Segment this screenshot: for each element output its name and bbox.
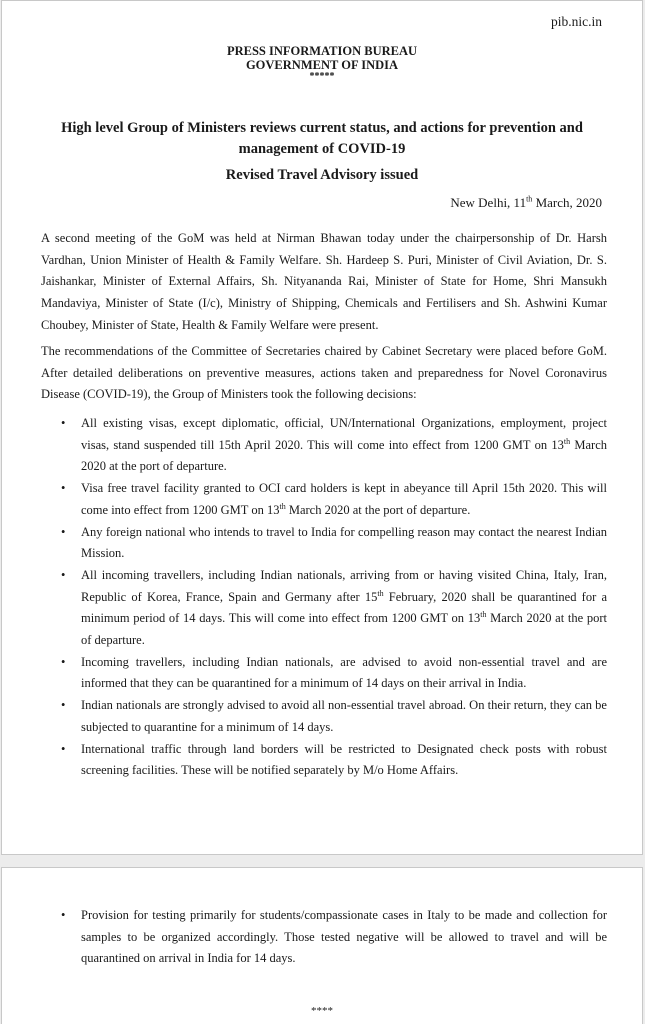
header-stars: ***** [309,71,335,82]
list-item [41,905,607,970]
decision-text-end: March 2020 at the port of departure. [81,611,607,648]
list-item [41,522,607,565]
bullet-icon: • [61,524,66,539]
decision-text: Any foreign national who intends to travel to India for compelling reason may contact the nearest Indian Mission. [81,524,607,561]
list-item [41,478,607,521]
bullet-icon: • [61,698,66,713]
decision-sup: th [279,501,286,511]
decision-sup: th [377,588,384,598]
dateline-prefix: New Delhi, 11 [450,195,527,210]
list-item [41,413,607,478]
dateline-sup: th [526,194,533,204]
bullet-icon: • [61,654,66,669]
decision-sup-2: th [480,610,487,620]
decision-text: All existing visas, except diplomatic, official, UN/International Organizations, employment, project visas, stand suspended till 15th April 2020. This will come into effect from 1200 GMT on 13 [81,416,607,452]
paragraph-meeting: A second meeting of the GoM was held at Nirman Bhawan today under the chairpersonship of Dr. Harsh Vardhan, Union Minister of Health & Family Welfare. Sh. Hardeep S. Puri, Minister of Civil Aviation, Dr. S. Jaishankar, Minister of External Affairs, Sh. Nityananda Rai, Minister of State for Home, Shri Mansukh Mandaviya, Minister of State (I/c), Ministry of Shipping, Chemicals and Fertilisers and Sh. Ashwini Kumar Choubey, Minister of State, Health & Family Welfare were present. [41,231,607,332]
document-page-2 [1,867,643,1024]
list-item [41,739,607,782]
decision-text: Incoming travellers, including Indian nationals, are advised to avoid non-essential travel and are informed that they can be quarantined for a minimum of 14 days on their arrival in India. [81,654,607,691]
dateline [450,195,602,211]
decision-text-middle: February, 2020 shall be quarantined for a minimum period of 14 days. This will come into effect from 1200 GMT on 13 [81,589,607,626]
bullet-icon: • [61,481,66,496]
decision-text: Visa free travel facility granted to OCI card holders is kept in abeyance till April 15th 2020. This will come into effect from 1200 GMT on 13 [81,481,607,517]
list-item [41,695,607,738]
press-release-title: High level Group of Ministers reviews current status, and actions for prevention and management of COVID-19 [61,120,583,157]
bullet-icon: • [61,908,66,922]
decision-text-end: March 2020 at the port of departure. [285,502,471,517]
decision-list [41,413,607,782]
bullet-icon: • [61,741,66,756]
decision-text-end: March 2020 at the port of departure. [81,437,608,474]
bullet-icon: • [61,416,66,430]
decision-text: Indian nationals are strongly advised to avoid all non-essential travel abroad. On their return, they can be subjected to quarantine for a minimum of 14 days. [81,698,607,734]
dateline-suffix: March, 2020 [532,195,602,210]
bullet-icon: • [61,567,66,582]
decision-text: Provision for testing primarily for students/compassionate cases in Italy to be made and collection for samples to be organized accordingly. Those tested negative will be allowed to travel and will be quarantined on arrival in India for 14 days. [81,908,607,966]
decision-sup: th [563,436,571,446]
site-url: pib.nic.in [551,14,602,29]
issuer-line-2: GOVERNMENT OF INDIA [245,58,399,72]
list-item [41,652,607,695]
press-release-subtitle: Revised Travel Advisory issued [225,167,419,183]
decision-list-continued [41,905,607,970]
document-page-1 [1,0,643,855]
issuer-line-1: PRESS INFORMATION BUREAU [226,44,418,58]
decision-text: International traffic through land borders will be restricted to Designated check posts with robust screening facilities. These will be notified separately by M/o Home Affairs. [81,741,607,778]
list-item [41,565,607,652]
footer-stars: **** [311,1005,333,1017]
issuer-header [2,44,642,82]
paragraph-recommendations: The recommendations of the Committee of Secretaries chaired by Cabinet Secretary were placed before GoM. After detailed deliberations on preventive measures, actions taken and preparedness for Novel Coronavirus Disease (COVID-19), the Group of Ministers took the following decisions: [41,344,607,402]
decision-text: All incoming travellers, including Indian nationals, arriving from or having visited China, Italy, Iran, Republic of Korea, France, Spain and Germany after 15 [81,567,607,604]
